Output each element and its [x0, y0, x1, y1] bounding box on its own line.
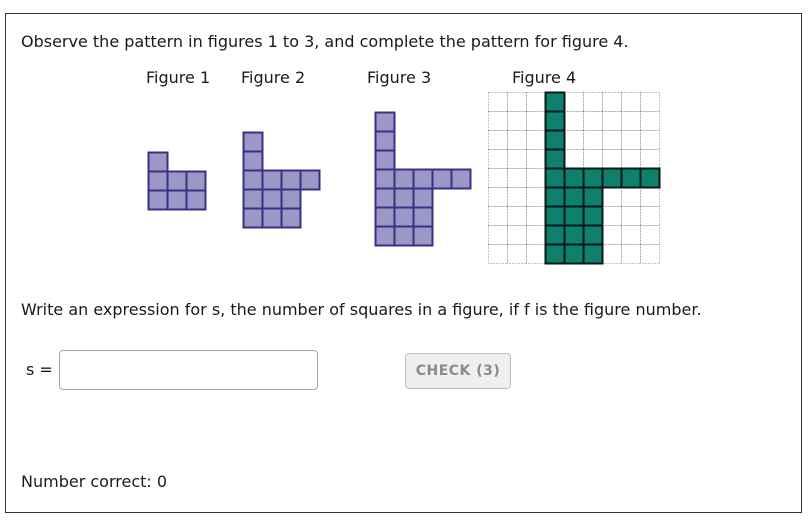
grid-cell[interactable] [641, 245, 660, 264]
grid-cell[interactable] [565, 245, 584, 264]
grid-cell[interactable] [527, 207, 546, 226]
grid-cell[interactable] [508, 93, 527, 112]
check-button[interactable]: CHECK (3) [405, 353, 511, 389]
grid-cell[interactable] [527, 226, 546, 245]
grid-cell[interactable] [603, 226, 622, 245]
activity-panel [5, 13, 802, 513]
answer-input[interactable] [59, 350, 318, 390]
grid-cell[interactable] [584, 150, 603, 169]
grid-cell[interactable] [603, 245, 622, 264]
grid-cell[interactable] [565, 226, 584, 245]
grid-cell[interactable] [622, 188, 641, 207]
grid-cell[interactable] [622, 207, 641, 226]
grid-cell[interactable] [622, 226, 641, 245]
grid-cell[interactable] [546, 169, 565, 188]
grid-cell[interactable] [489, 169, 508, 188]
figure-3-label: Figure 3 [367, 68, 432, 87]
grid-cell[interactable] [508, 245, 527, 264]
grid-cell[interactable] [584, 226, 603, 245]
grid-cell[interactable] [546, 131, 565, 150]
grid-cell[interactable] [489, 93, 508, 112]
grid-cell[interactable] [508, 226, 527, 245]
grid-cell[interactable] [508, 188, 527, 207]
grid-cell[interactable] [603, 207, 622, 226]
grid-cell[interactable] [622, 150, 641, 169]
grid-cell[interactable] [546, 245, 565, 264]
grid-cell[interactable] [603, 188, 622, 207]
grid-cell[interactable] [527, 150, 546, 169]
grid-cell[interactable] [641, 226, 660, 245]
grid-cell[interactable] [641, 169, 660, 188]
grid-cell[interactable] [546, 150, 565, 169]
grid-cell[interactable] [489, 150, 508, 169]
grid-cell[interactable] [565, 169, 584, 188]
grid-cell[interactable] [603, 93, 622, 112]
grid-cell[interactable] [489, 226, 508, 245]
grid-cell[interactable] [584, 207, 603, 226]
grid-cell[interactable] [584, 245, 603, 264]
question-text: Write an expression for s, the number of squares in a figure, if f is the figure number. [21, 300, 702, 319]
grid-cell[interactable] [546, 188, 565, 207]
grid-cell[interactable] [622, 245, 641, 264]
grid-cell[interactable] [527, 93, 546, 112]
grid-cell[interactable] [622, 169, 641, 188]
grid-cell[interactable] [603, 169, 622, 188]
grid-cell[interactable] [584, 131, 603, 150]
grid-cell[interactable] [546, 226, 565, 245]
grid-cell[interactable] [489, 131, 508, 150]
figure-1-label: Figure 1 [146, 68, 211, 87]
grid-cell[interactable] [508, 150, 527, 169]
figure-4-grid[interactable] [489, 93, 660, 264]
grid-cell[interactable] [622, 131, 641, 150]
grid-cell[interactable] [489, 188, 508, 207]
grid-cell[interactable] [508, 207, 527, 226]
grid-cell[interactable] [527, 245, 546, 264]
grid-cell[interactable] [584, 93, 603, 112]
grid-cell[interactable] [603, 131, 622, 150]
grid-cell[interactable] [622, 93, 641, 112]
grid-cell[interactable] [641, 112, 660, 131]
grid-cell[interactable] [641, 207, 660, 226]
grid-cell[interactable] [565, 188, 584, 207]
grid-cell[interactable] [603, 150, 622, 169]
grid-cell[interactable] [527, 169, 546, 188]
figure-2-label: Figure 2 [241, 68, 306, 87]
grid-cell[interactable] [565, 93, 584, 112]
grid-cell[interactable] [489, 245, 508, 264]
grid-cell[interactable] [489, 207, 508, 226]
grid-cell[interactable] [546, 207, 565, 226]
grid-cell[interactable] [508, 169, 527, 188]
grid-cell[interactable] [565, 207, 584, 226]
grid-cell[interactable] [641, 93, 660, 112]
grid-cell[interactable] [508, 112, 527, 131]
grid-cell[interactable] [508, 131, 527, 150]
answer-label: s = [26, 360, 53, 379]
grid-cell[interactable] [641, 150, 660, 169]
grid-cell[interactable] [546, 93, 565, 112]
grid-cell[interactable] [603, 112, 622, 131]
grid-cell[interactable] [641, 131, 660, 150]
instruction-text: Observe the pattern in figures 1 to 3, and complete the pattern for figure 4. [21, 32, 629, 51]
grid-cell[interactable] [565, 150, 584, 169]
grid-cell[interactable] [527, 188, 546, 207]
grid-cell[interactable] [489, 112, 508, 131]
number-correct-text: Number correct: 0 [21, 472, 168, 491]
grid-cell[interactable] [584, 112, 603, 131]
grid-cell[interactable] [565, 131, 584, 150]
grid-cell[interactable] [527, 131, 546, 150]
grid-cell[interactable] [584, 188, 603, 207]
grid-cell[interactable] [641, 188, 660, 207]
grid-cell[interactable] [622, 112, 641, 131]
grid-cell[interactable] [546, 112, 565, 131]
grid-cell[interactable] [565, 112, 584, 131]
figure-4-label: Figure 4 [512, 68, 577, 87]
grid-cell[interactable] [527, 112, 546, 131]
grid-cell[interactable] [584, 169, 603, 188]
